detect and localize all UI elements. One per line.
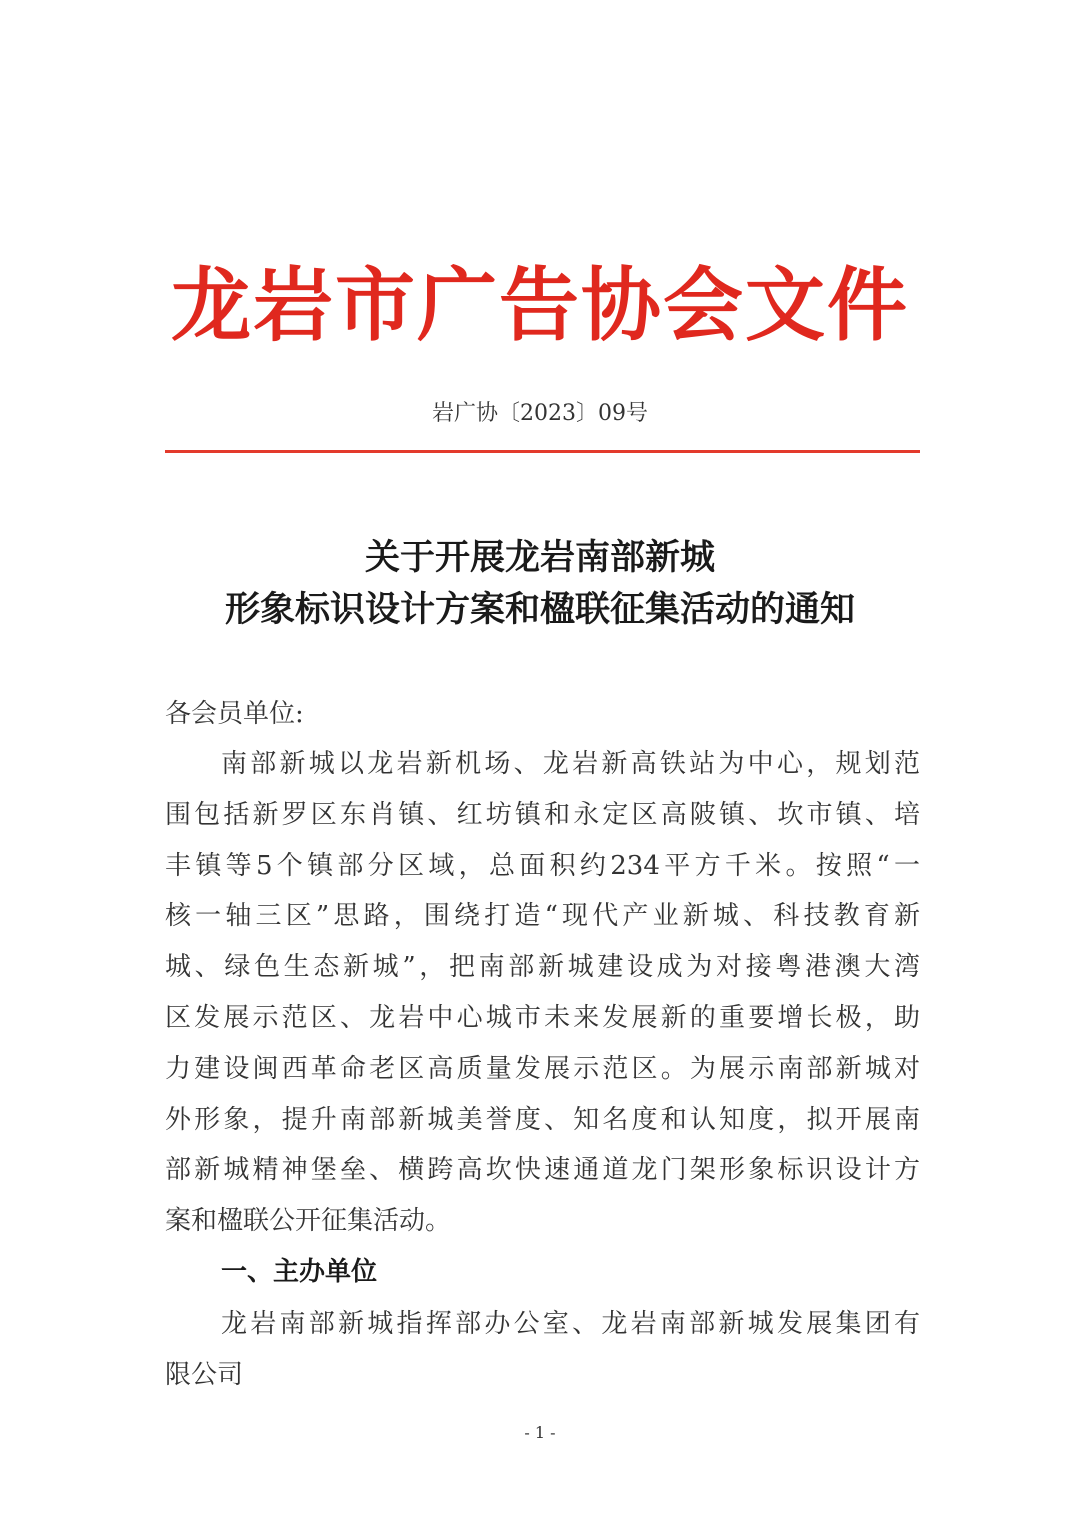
intro-paragraph (165, 739, 920, 1247)
paragraph-line: 核一轴三区”思路，围绕打造“现代产业新城、科技教育新 (165, 901, 920, 932)
paragraph-line: 围包括新罗区东肖镇、红坊镇和永定区高陂镇、坎市镇、培 (165, 799, 920, 830)
paragraph-line: 丰镇等5个镇部分区域，总面积约234平方千米。按照“一 (165, 850, 920, 881)
section-heading-organizer: 一、主办单位 (221, 1257, 378, 1287)
paragraph-line: 外形象，提升南部新城美誉度、知名度和认知度，拟开展南 (165, 1104, 920, 1135)
salutation: 各会员单位: (165, 699, 304, 729)
notice-title-line-1: 关于开展龙岩南部新城 (364, 537, 715, 578)
paragraph-line: 城、绿色生态新城”，把南部新城建设成为对接粤港澳大湾 (165, 952, 920, 983)
paragraph-line: 区发展示范区、龙岩中心城市未来发展新的重要增长极，助 (165, 1002, 920, 1033)
section-body-organizer (165, 1299, 920, 1401)
paragraph-line: 力建设闽西革命老区高质量发展示范区。为展示南部新城对 (165, 1053, 920, 1084)
paragraph-line: 案和楹联公开征集活动。 (165, 1206, 452, 1237)
section-line: 限公司 (165, 1359, 244, 1390)
document-number: 岩广协〔2023〕09号 (432, 401, 648, 426)
red-divider-line (165, 450, 920, 453)
paragraph-line: 部新城精神堡垒、横跨高坎快速通道龙门架形象标识设计方 (165, 1155, 920, 1186)
org-header-title: 龙岩市广告协会文件 (171, 259, 909, 352)
notice-title (160, 532, 920, 636)
section-line: 龙岩南部新城指挥部办公室、龙岩南部新城发展集团有 (221, 1309, 920, 1339)
page-number: - 1 - (524, 1423, 556, 1442)
paragraph-line: 南部新城以龙岩新机场、龙岩新高铁站为中心，规划范 (221, 749, 920, 779)
notice-title-line-2: 形象标识设计方案和楹联征集活动的通知 (224, 589, 855, 630)
